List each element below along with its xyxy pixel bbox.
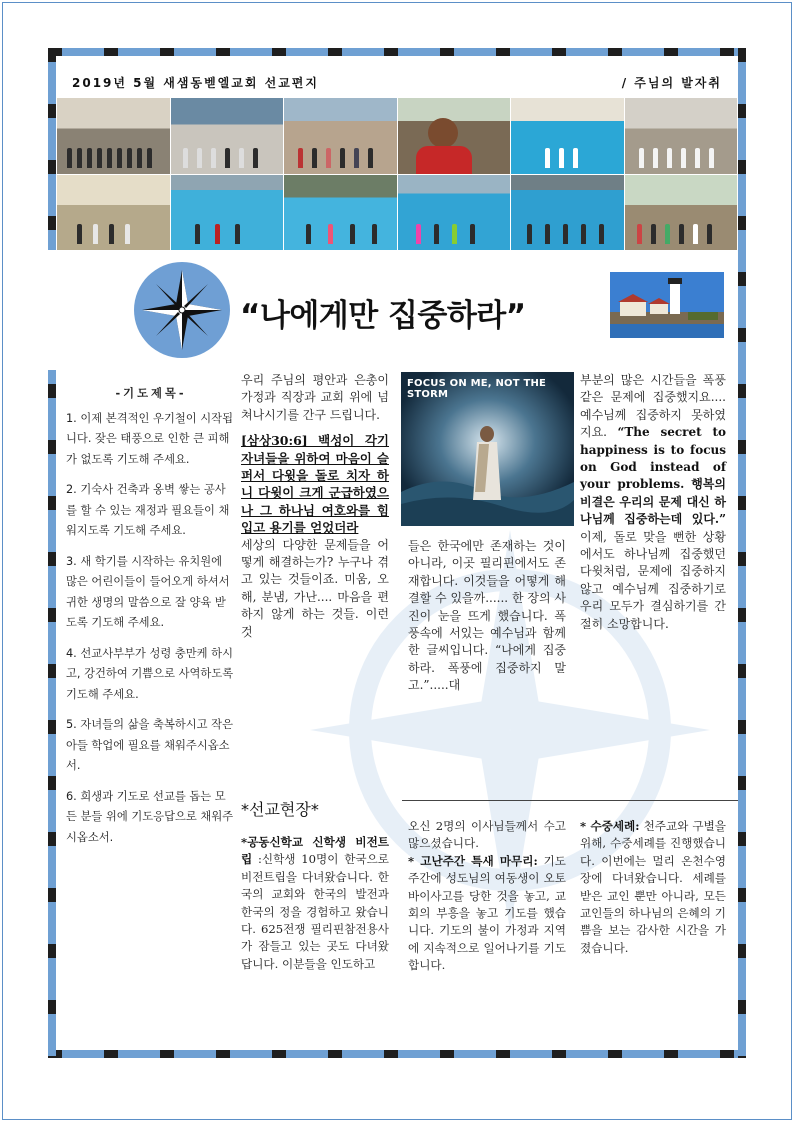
trip-body: :신학생 10명이 한국으로 비전트립을 다녀왔습니다. 한국의 교회와 한국의 발전과 한국의 정을 경험하고 왔습니다. 625전쟁 필리핀참전용사가 잠들고 있는 곳도 다녀왔답니다. 이분들을 인도하고	[241, 852, 389, 971]
letter-closing: 이제, 돌로 맞을 뻔한 상황에서도 하나님께 집중했던 다윗처럼, 문제에 집중하지 않고 예수님께 집중하기로 우리 모두가 결심하기를 간절히 소망합니다.	[580, 529, 726, 631]
quote-korean: 행복의 비결은 우리의 문제 대신 하나님께 집중하는데 있다.”	[580, 477, 726, 527]
photo-church-meal	[625, 175, 738, 251]
letter-body-3: 부분의 많은 시간들을 폭풍같은 문제에 집중했지요....예수님께 집중하지 못하였지요.	[580, 373, 726, 440]
photo-man-portrait	[398, 98, 511, 174]
photo-pool-kids	[511, 175, 624, 251]
photo-pool-wide	[284, 175, 397, 251]
prayer-item: 2. 기숙사 건축과 옹벽 쌓는 공사를 할 수 있는 재정과 필요들이 채워지도록 기도해 주세요.	[66, 483, 230, 537]
baptism-title: * 수중세례:	[580, 819, 640, 833]
header-right: / 주님의 발자취	[621, 76, 722, 90]
photo-pastors-white	[625, 98, 738, 174]
bible-verse: [삼상30:6] 백성이 각기 자녀들을 위하여 마음이 슬퍼서 다윗을 돌로 치자 하니 다윗이 크게 군급하였으나 그 하나님 여호와를 힘입고 용기를 얻었더라	[241, 433, 389, 536]
photo-collage	[57, 98, 737, 250]
frame-right	[738, 48, 746, 1058]
main-title: “나에게만 집중하라”	[240, 298, 526, 334]
frame-gap-left	[48, 250, 57, 370]
prayer-item: 1. 이제 본격적인 우기철이 시작됩니다. 잦은 태풍으로 인한 큰 피해가 없도록 기도해 주세요.	[66, 411, 234, 466]
focus-on-me-image	[401, 372, 574, 526]
prayer-item: 4. 선교사부부가 성령 충만케 하시고, 강건하여 기쁨으로 사역하도록 기도해 주세요.	[66, 646, 234, 701]
header-left: 2019년 5월 새샘동벧엘교회 선교편지	[72, 76, 319, 90]
mission-column-2	[408, 818, 566, 975]
frame-left	[48, 48, 56, 1058]
easter-body: 기도주간에 성도님의 여동생이 오토바이사고를 당한 것을 놓고, 교회의 부흥을 놓고 기도를 했습니다. 기도의 불이 가정과 지역에 지속적으로 일어나기를 기도합니다.	[408, 853, 567, 973]
newsletter-header	[72, 74, 722, 91]
prayer-requests	[66, 384, 236, 858]
prayer-item: 3. 새 학기를 시작하는 유치원에 많은 어린이들이 들어오게 하셔서 귀한 생명의 말씀으로 잘 양육 받도록 기도해 주세요.	[66, 554, 230, 629]
easter-title: * 고난주간 특새 마무리:	[408, 853, 538, 868]
letter-column-1	[241, 372, 389, 641]
photo-pool-swim	[171, 175, 284, 251]
letter-body-2: 들은 한국에만 존재하는 것이 아니라, 이곳 필리핀에서도 존재합니다. 이것들을 어떻게 해결할 수 있을까...... 한 장의 사진이 눈을 뜨게 했습니다. 폭풍속에 서있는 예수님과 함께한 글씨입니다. “나에게 집중하라. 폭풍에 집중하지 말고.”.....대	[408, 539, 566, 693]
prayer-item: 5. 자녀들의 삶을 축복하시고 작은아들 학업에 필요를 채워주시옵소서.	[66, 718, 234, 772]
photo-group-outdoor	[284, 98, 397, 174]
prayer-heading: -기도제목-	[115, 387, 187, 400]
compass-rose-icon	[134, 262, 230, 358]
storm-caption: FOCUS ON ME, NOT THE STORM	[407, 378, 547, 400]
letter-column-3	[580, 372, 726, 633]
frame-bottom	[48, 1050, 740, 1058]
mission-column-3	[580, 818, 726, 957]
mission-column-1	[241, 834, 389, 973]
letter-body-1: 세상의 다양한 문제들을 어떻게 해결하는가? 누구나 겪고 있는 것들이죠. 미움, 오해, 분냄, 가난.... 마음을 편하지 않게 하는 것들. 이런 것	[241, 537, 389, 639]
frame-top	[48, 48, 740, 56]
trip-continued: 오신 2명의 이사님들께서 수고 많으셨습니다.	[408, 819, 566, 851]
lighthouse-image	[610, 272, 724, 338]
photo-pool-group	[398, 175, 511, 251]
prayer-item: 6. 희생과 기도로 선교를 돕는 모든 분들 위에 기도응답으로 채워주시옵소서.	[66, 789, 234, 844]
section-divider	[402, 800, 738, 801]
photo-kids-study	[57, 175, 170, 251]
photo-baptism-pool	[511, 98, 624, 174]
trip-title: *공동신학교 신학생 비전트립	[241, 835, 389, 867]
letter-intro: 우리 주님의 평안과 은총이 가정과 직장과 교회 위에 넘쳐나시기를 간구 드립니다.	[241, 373, 389, 422]
photo-group-indoor	[57, 98, 170, 174]
photo-group-church	[171, 98, 284, 174]
baptism-body: 천주교와 구별을 위해, 수중세례를 진행했습니다. 이번에는 멀리 온천수영장에 다녀왔습니다. 세례를 받은 교인 뿐만 아니라, 모든 교인들의 하나님의 은혜의 기쁨을 보는 감사한 시간을 가졌습니다.	[580, 819, 726, 955]
compass-logo	[134, 262, 230, 358]
letter-column-2	[408, 538, 566, 695]
quote-english: “The secret to happiness is to focus on God instead of your problems.	[580, 425, 726, 492]
mission-heading: *선교현장*	[241, 800, 319, 819]
